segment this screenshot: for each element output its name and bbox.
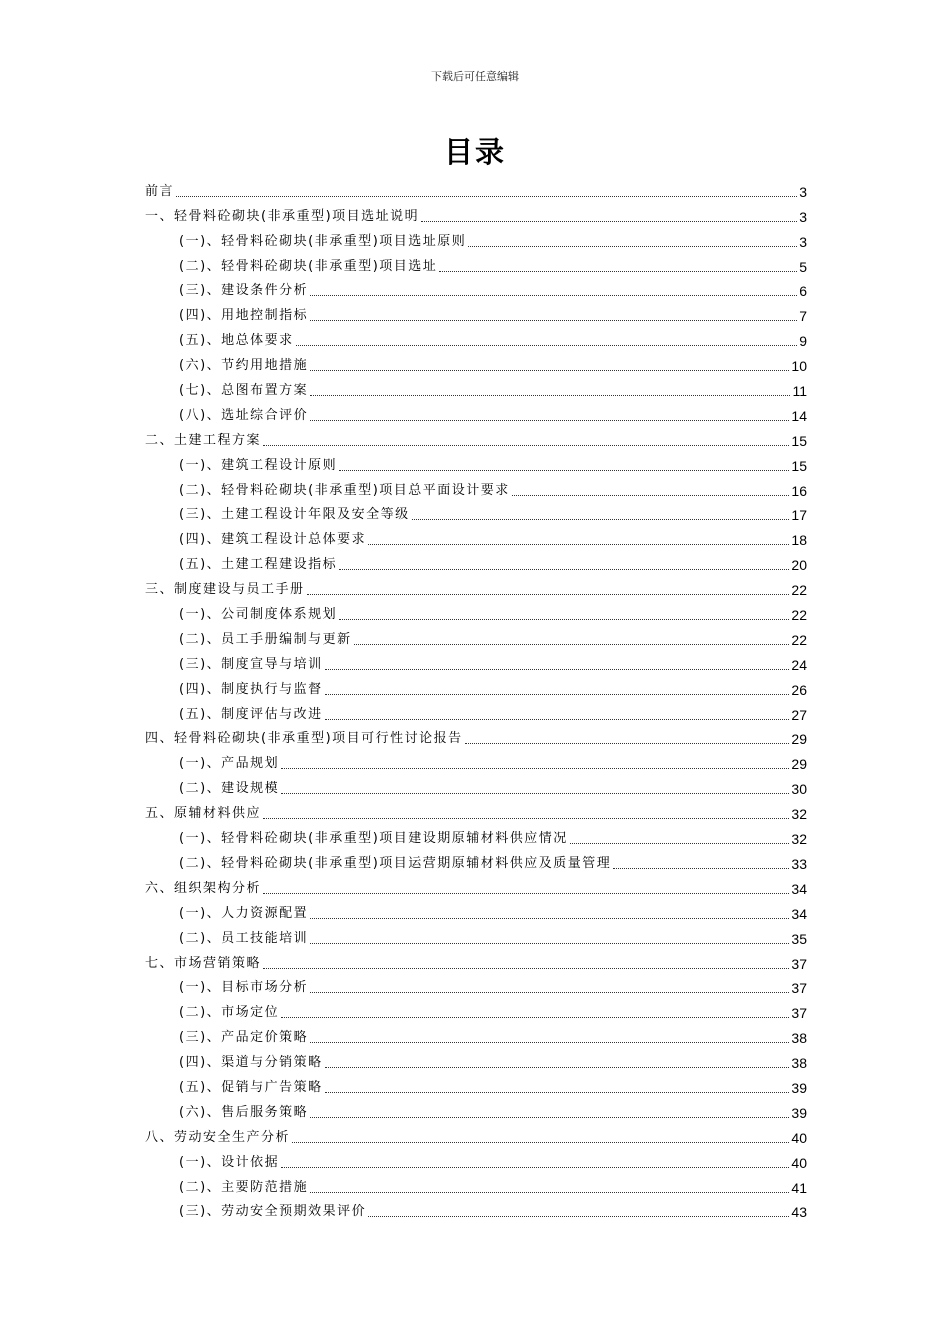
toc-dot-leader: [325, 694, 790, 695]
toc-dot-leader: [310, 295, 797, 296]
toc-entry-label: 七、市场营销策略: [145, 955, 262, 971]
toc-entry-label: (五)、地总体要求: [179, 333, 294, 349]
toc-entry-page-number: 43: [791, 1204, 807, 1221]
toc-entry-label: 八、劳动安全生产分析: [145, 1129, 291, 1145]
toc-entry[interactable]: [145, 996, 807, 1021]
toc-entry[interactable]: [145, 349, 807, 374]
toc-entry-label: (七)、总图布置方案: [179, 383, 309, 399]
toc-entry[interactable]: [145, 1021, 807, 1046]
toc-entry[interactable]: [145, 1196, 807, 1221]
toc-entry-label: (一)、轻骨料砼砌块(非承重型)项目建设期原辅材料供应情况: [179, 831, 568, 847]
toc-entry-label: (五)、制度评估与改进: [179, 706, 323, 722]
toc-entry[interactable]: [145, 474, 807, 499]
toc-entry-label: (三)、建设条件分析: [179, 283, 309, 299]
toc-entry-label: (三)、产品定价策略: [179, 1030, 309, 1046]
toc-entry[interactable]: [145, 499, 807, 524]
toc-dot-leader: [339, 470, 789, 471]
toc-entry[interactable]: [145, 250, 807, 275]
table-of-contents: [145, 175, 807, 1220]
toc-entry[interactable]: [145, 648, 807, 673]
toc-dot-leader: [570, 843, 790, 844]
toc-entry-label: (二)、主要防范措施: [179, 1179, 309, 1195]
toc-entry-page-number: 15: [791, 457, 807, 474]
toc-entry-page-number: 5: [799, 258, 807, 275]
toc-entry-page-number: 35: [791, 930, 807, 947]
toc-entry-label: (二)、市场定位: [179, 1005, 280, 1021]
toc-dot-leader: [296, 345, 798, 346]
toc-entry-page-number: 15: [791, 432, 807, 449]
toc-entry-label: (三)、土建工程设计年限及安全等级: [179, 507, 410, 523]
toc-entry-page-number: 11: [792, 383, 807, 400]
toc-dot-leader: [263, 893, 789, 894]
toc-dot-leader: [310, 320, 797, 321]
toc-dot-leader: [263, 818, 789, 819]
toc-entry[interactable]: [145, 523, 807, 548]
toc-dot-leader: [281, 1017, 789, 1018]
toc-entry[interactable]: [145, 275, 807, 300]
toc-dot-leader: [310, 1042, 789, 1043]
toc-entry-page-number: 29: [791, 731, 807, 748]
toc-dot-leader: [468, 246, 797, 247]
toc-entry[interactable]: [145, 1171, 807, 1196]
toc-entry-label: (一)、设计依据: [179, 1154, 280, 1170]
toc-entry-page-number: 3: [799, 183, 807, 200]
toc-entry-page-number: 33: [791, 855, 807, 872]
toc-entry[interactable]: [145, 822, 807, 847]
toc-entry-page-number: 6: [799, 283, 807, 300]
toc-entry-page-number: 26: [791, 681, 807, 698]
toc-dot-leader: [339, 619, 789, 620]
toc-dot-leader: [368, 544, 789, 545]
toc-dot-leader: [310, 1117, 789, 1118]
toc-dot-leader: [512, 495, 790, 496]
toc-entry-page-number: 32: [791, 806, 807, 823]
toc-entry[interactable]: [145, 947, 807, 972]
toc-entry-page-number: 27: [791, 706, 807, 723]
toc-entry[interactable]: [145, 1146, 807, 1171]
toc-entry-label: (一)、建筑工程设计原则: [179, 457, 338, 473]
toc-dot-leader: [281, 793, 789, 794]
toc-entry-label: (一)、目标市场分析: [179, 980, 309, 996]
toc-entry[interactable]: [145, 175, 807, 200]
toc-dot-leader: [368, 1216, 789, 1217]
toc-entry-label: 一、轻骨料砼砌块(非承重型)项目选址说明: [145, 208, 420, 224]
toc-entry-page-number: 22: [791, 607, 807, 624]
toc-entry[interactable]: [145, 673, 807, 698]
toc-entry-label: (一)、人力资源配置: [179, 905, 309, 921]
toc-entry-page-number: 24: [791, 656, 807, 673]
toc-entry[interactable]: [145, 573, 807, 598]
toc-entry[interactable]: [145, 972, 807, 997]
toc-entry-label: 六、组织架构分析: [145, 880, 262, 896]
toc-entry[interactable]: [145, 548, 807, 573]
toc-dot-leader: [613, 868, 789, 869]
header-note: 下载后可任意编辑: [431, 70, 519, 83]
toc-dot-leader: [325, 719, 790, 720]
toc-entry-label: 二、土建工程方案: [145, 432, 262, 448]
toc-entry-label: (二)、轻骨料砼砌块(非承重型)项目总平面设计要求: [179, 482, 510, 498]
toc-dot-leader: [310, 1192, 789, 1193]
toc-entry-label: (一)、产品规划: [179, 756, 280, 772]
toc-entry-label: (四)、制度执行与监督: [179, 681, 323, 697]
toc-entry-page-number: 39: [791, 1079, 807, 1096]
toc-dot-leader: [310, 943, 789, 944]
toc-entry-label: (一)、公司制度体系规划: [179, 607, 338, 623]
toc-entry-page-number: 32: [791, 831, 807, 848]
toc-entry-page-number: 22: [791, 582, 807, 599]
toc-dot-leader: [310, 420, 789, 421]
toc-entry-page-number: 40: [791, 1154, 807, 1171]
toc-entry-page-number: 34: [791, 880, 807, 897]
toc-entry-label: 前言: [145, 183, 175, 199]
toc-dot-leader: [310, 918, 789, 919]
toc-entry-page-number: 18: [791, 532, 807, 549]
toc-entry-page-number: 34: [791, 905, 807, 922]
toc-entry[interactable]: [145, 374, 807, 399]
toc-dot-leader: [354, 644, 790, 645]
toc-dot-leader: [421, 221, 797, 222]
toc-entry-page-number: 37: [791, 955, 807, 972]
toc-dot-leader: [310, 395, 790, 396]
toc-entry-page-number: 7: [799, 308, 807, 325]
toc-entry[interactable]: [145, 424, 807, 449]
toc-dot-leader: [310, 370, 789, 371]
toc-dot-leader: [307, 594, 790, 595]
toc-entry-label: (四)、建筑工程设计总体要求: [179, 532, 367, 548]
toc-entry-label: (五)、土建工程建设指标: [179, 557, 338, 573]
toc-dot-leader: [339, 569, 789, 570]
toc-entry-page-number: 3: [799, 233, 807, 250]
toc-entry-label: (六)、节约用地措施: [179, 358, 309, 374]
toc-entry[interactable]: [145, 897, 807, 922]
toc-entry[interactable]: [145, 747, 807, 772]
toc-entry[interactable]: [145, 200, 807, 225]
toc-entry[interactable]: [145, 698, 807, 723]
toc-entry[interactable]: [145, 449, 807, 474]
toc-entry-page-number: 14: [791, 407, 807, 424]
toc-dot-leader: [281, 768, 789, 769]
toc-entry-page-number: 41: [791, 1179, 807, 1196]
toc-entry-label: (一)、轻骨料砼砌块(非承重型)项目选址原则: [179, 233, 467, 249]
toc-entry-label: (二)、员工技能培训: [179, 930, 309, 946]
toc-entry-page-number: 22: [791, 631, 807, 648]
toc-entry[interactable]: [145, 723, 807, 748]
toc-dot-leader: [465, 743, 790, 744]
toc-entry-label: (六)、售后服务策略: [179, 1104, 309, 1120]
toc-dot-leader: [176, 196, 797, 197]
toc-entry-page-number: 39: [791, 1104, 807, 1121]
toc-dot-leader: [439, 271, 797, 272]
toc-entry-page-number: 17: [791, 507, 807, 524]
toc-entry-page-number: 3: [799, 208, 807, 225]
toc-entry-page-number: 29: [791, 756, 807, 773]
toc-entry-page-number: 30: [791, 781, 807, 798]
toc-entry-page-number: 37: [791, 980, 807, 997]
toc-entry-label: 四、轻骨料砼砌块(非承重型)项目可行性讨论报告: [145, 731, 463, 747]
toc-entry[interactable]: [145, 299, 807, 324]
toc-dot-leader: [310, 992, 789, 993]
toc-entry[interactable]: [145, 623, 807, 648]
toc-entry[interactable]: [145, 225, 807, 250]
toc-dot-leader: [281, 1167, 789, 1168]
toc-dot-leader: [325, 1067, 790, 1068]
toc-dot-leader: [263, 968, 789, 969]
toc-entry-label: (三)、劳动安全预期效果评价: [179, 1204, 367, 1220]
toc-entry-page-number: 38: [791, 1055, 807, 1072]
toc-entry[interactable]: [145, 399, 807, 424]
toc-entry-label: (二)、建设规模: [179, 781, 280, 797]
toc-dot-leader: [325, 1092, 790, 1093]
toc-entry-label: (八)、选址综合评价: [179, 407, 309, 423]
toc-entry[interactable]: [145, 1121, 807, 1146]
toc-entry-page-number: 20: [791, 557, 807, 574]
toc-entry-label: 三、制度建设与员工手册: [145, 582, 305, 598]
toc-entry-label: (三)、制度宣导与培训: [179, 656, 323, 672]
toc-entry-label: (五)、促销与广告策略: [179, 1079, 323, 1095]
toc-entry-page-number: 9: [799, 333, 807, 350]
toc-entry-label: (二)、轻骨料砼砌块(非承重型)项目运营期原辅材料供应及质量管理: [179, 855, 612, 871]
toc-dot-leader: [263, 445, 789, 446]
toc-entry-page-number: 40: [791, 1129, 807, 1146]
toc-entry[interactable]: [145, 1096, 807, 1121]
toc-entry[interactable]: [145, 1071, 807, 1096]
toc-entry[interactable]: [145, 598, 807, 623]
toc-entry[interactable]: [145, 772, 807, 797]
toc-entry[interactable]: [145, 922, 807, 947]
toc-entry-page-number: 38: [791, 1030, 807, 1047]
toc-title: 目录: [443, 135, 506, 169]
toc-entry[interactable]: [145, 1046, 807, 1071]
toc-entry-label: (四)、用地控制指标: [179, 308, 309, 324]
toc-entry[interactable]: [145, 847, 807, 872]
toc-entry-page-number: 16: [791, 482, 807, 499]
toc-entry-label: (二)、轻骨料砼砌块(非承重型)项目选址: [179, 258, 438, 274]
toc-entry-label: (四)、渠道与分销策略: [179, 1055, 323, 1071]
toc-dot-leader: [412, 519, 790, 520]
toc-entry-page-number: 10: [791, 358, 807, 375]
toc-dot-leader: [292, 1142, 789, 1143]
toc-entry[interactable]: [145, 872, 807, 897]
toc-entry-label: 五、原辅材料供应: [145, 806, 262, 822]
toc-entry[interactable]: [145, 324, 807, 349]
toc-entry-label: (二)、员工手册编制与更新: [179, 631, 352, 647]
toc-dot-leader: [325, 669, 790, 670]
toc-entry[interactable]: [145, 797, 807, 822]
toc-entry-page-number: 37: [791, 1005, 807, 1022]
